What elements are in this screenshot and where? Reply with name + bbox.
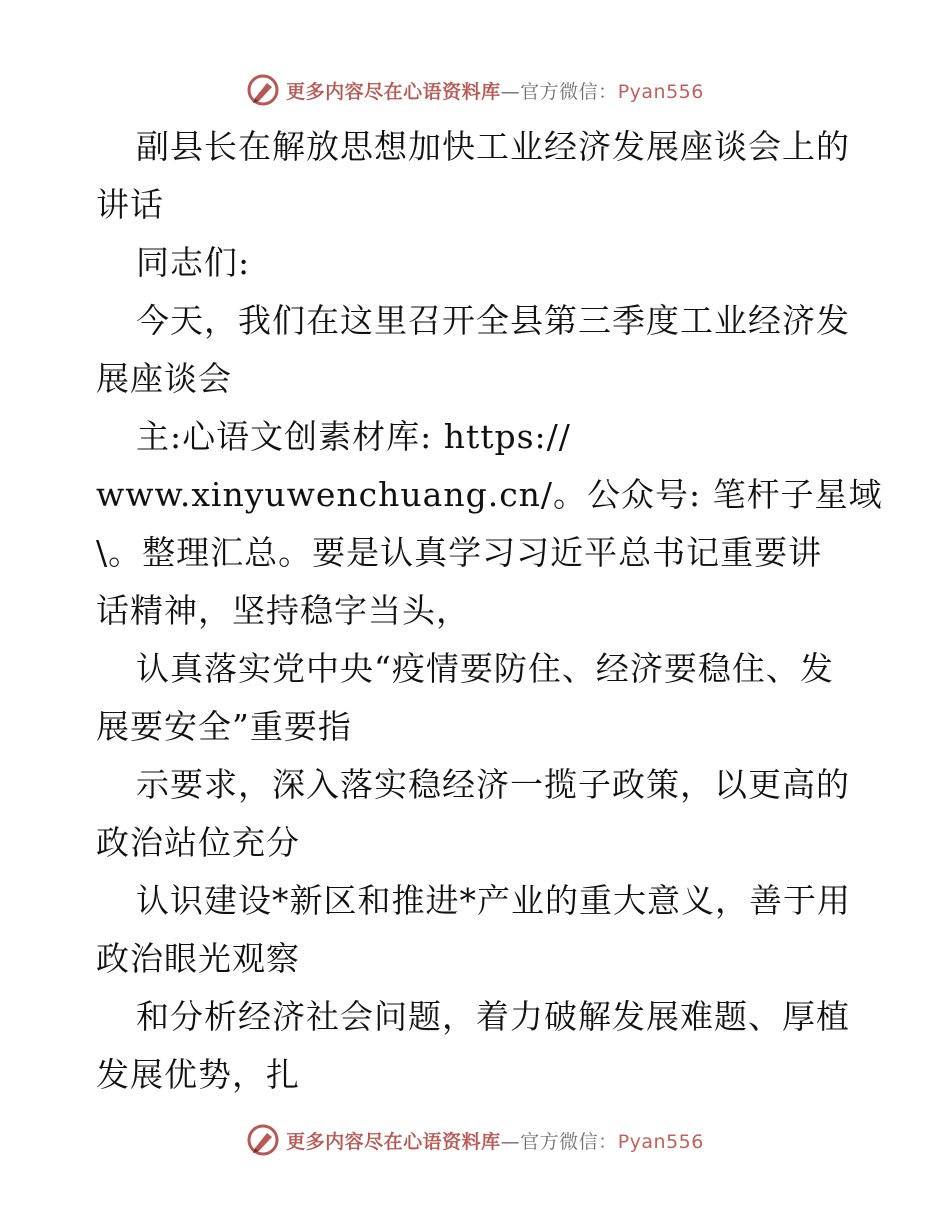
pen-logo-icon xyxy=(246,73,280,107)
paragraph-line: 今天，我们在这里召开全县第三季度工业经济发 xyxy=(136,301,850,340)
pen-logo-icon xyxy=(246,1123,280,1157)
banner-dash: — xyxy=(500,1130,521,1153)
paragraph-line: 展要安全”重要指 xyxy=(96,707,352,746)
paragraph-line: www.xinyuwenchuang.cn/。公众号: 笔杆子星域 xyxy=(96,475,883,514)
paragraph-line: 主:心语文创素材库: https:// xyxy=(136,417,571,456)
banner-wechat-id: Pyan556 xyxy=(617,1130,704,1153)
paragraph-line: 示要求，深入落实稳经济一揽子政策，以更高的 xyxy=(136,765,850,804)
paragraph-line: 认真落实党中央“疫情要防住、经济要稳住、发 xyxy=(136,649,834,688)
paragraph-line: 政治站位充分 xyxy=(96,823,300,862)
paragraph-line: \。整理汇总。要是认真学习习近平总书记重要讲 xyxy=(96,533,823,572)
document-title: 副县长在解放思想加快工业经济发展座谈会上的 xyxy=(136,127,850,166)
banner-wechat-label: 官方微信： xyxy=(520,80,618,103)
paragraph-line: 话精神，坚持稳字当头， xyxy=(96,591,470,630)
paragraph-line: 政治眼光观察 xyxy=(96,939,300,978)
paragraph-line: 展座谈会 xyxy=(96,359,232,398)
paragraph-line: 和分析经济社会问题，着力破解发展难题、厚植 xyxy=(136,997,850,1036)
salutation: 同志们: xyxy=(136,243,251,282)
document-body xyxy=(96,118,883,1104)
paragraph-line: 认识建设*新区和推进*产业的重大意义，善于用 xyxy=(136,881,851,920)
banner-text xyxy=(286,77,704,104)
banner-brand: 更多内容尽在心语资料库 xyxy=(286,1130,501,1153)
banner-text xyxy=(286,1127,704,1154)
footer-banner xyxy=(0,1120,950,1160)
document-title-continued: 讲话 xyxy=(96,185,164,224)
banner-wechat-id: Pyan556 xyxy=(617,80,704,103)
paragraph-line: 发展优势，扎 xyxy=(96,1055,300,1094)
banner-dash: — xyxy=(500,80,521,103)
banner-brand: 更多内容尽在心语资料库 xyxy=(286,80,501,103)
header-banner xyxy=(0,70,950,110)
banner-wechat-label: 官方微信： xyxy=(520,1130,618,1153)
